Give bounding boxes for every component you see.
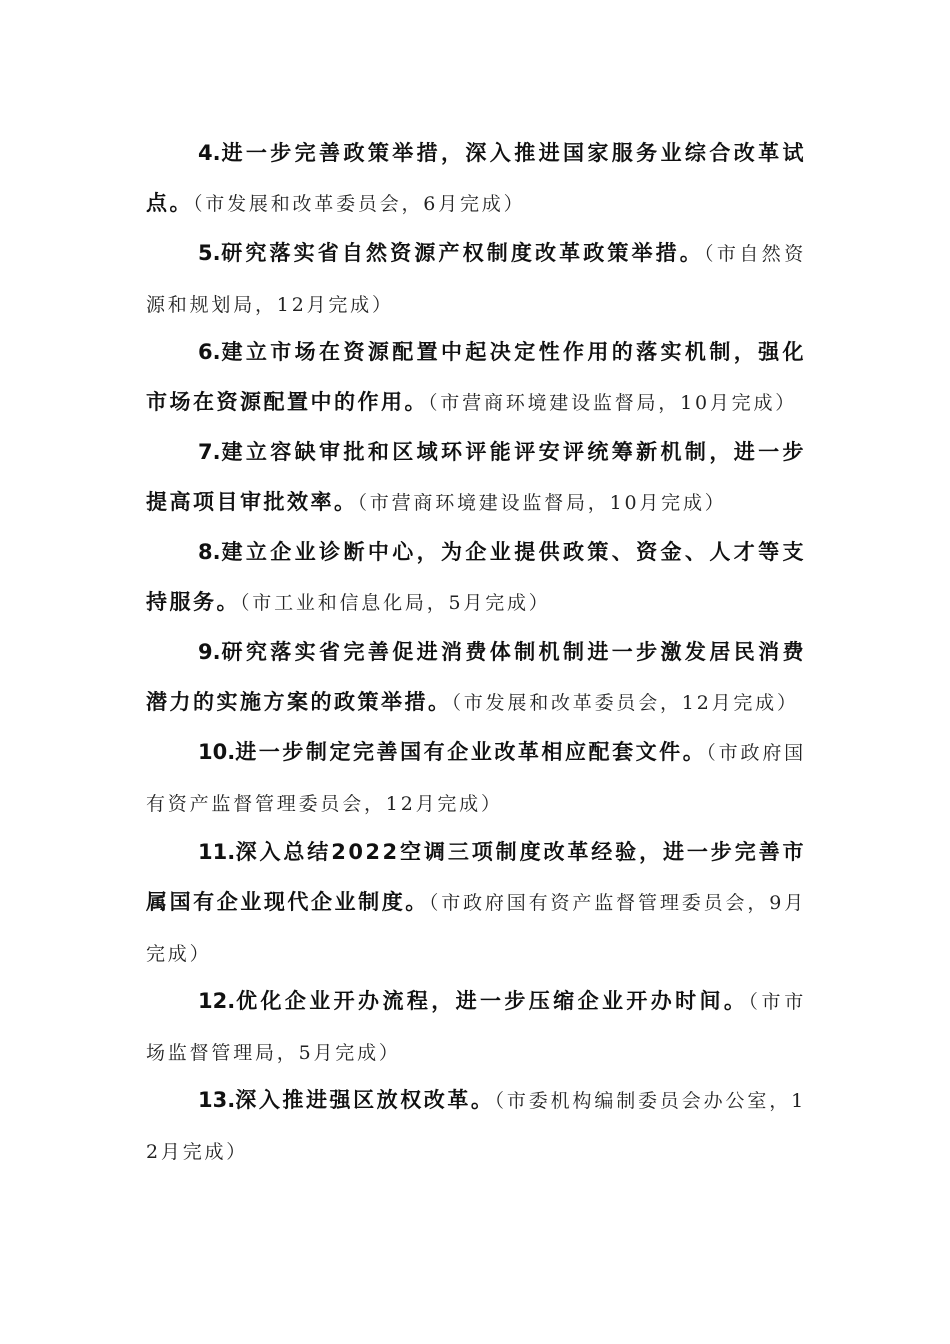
- item-responsible: （市工业和信息化局，5月完成）: [240, 592, 551, 614]
- item-responsible: （市发展和改革委员会，12月完成）: [451, 692, 799, 714]
- list-item: [146, 128, 806, 229]
- item-task: 进一步完善政策举措，深入推进国家服务业综合改革试点。: [146, 141, 806, 215]
- list-item: [146, 976, 806, 1078]
- item-responsible: （市发展和改革委员会，6月完成）: [193, 193, 526, 215]
- list-item: [146, 627, 806, 728]
- item-responsible: （市营商环境建设监督局，10月完成）: [357, 492, 727, 514]
- item-task: 建立企业诊断中心，为企业提供政策、资金、人才等支持服务。: [146, 540, 806, 614]
- item-responsible: （市市场监督管理局，5月完成）: [146, 991, 806, 1064]
- item-task: 深入推进强区放权改革。: [235, 1088, 495, 1112]
- list-item: [146, 727, 806, 829]
- list-item: [146, 327, 806, 428]
- item-number: 6.: [198, 340, 221, 364]
- item-number: 13.: [198, 1088, 236, 1112]
- item-number: 5.: [198, 241, 221, 265]
- item-responsible: （市营商环境建设监督局，10月完成）: [428, 392, 798, 414]
- item-responsible: （市政府国有资产监督管理委员会，12月完成）: [146, 742, 806, 815]
- list-item: [146, 228, 806, 330]
- item-number: 11.: [198, 840, 236, 864]
- item-number: 9.: [198, 640, 221, 664]
- item-number: 7.: [198, 440, 221, 464]
- list-item: [146, 827, 806, 979]
- item-number: 12.: [198, 989, 236, 1013]
- item-task: 研究落实省自然资源产权制度改革政策举措。: [220, 241, 704, 265]
- list-item: [146, 527, 806, 628]
- item-number: 10.: [198, 740, 236, 764]
- item-responsible: （市委机构编制委员会办公室，12月完成）: [146, 1090, 807, 1163]
- item-task: 进一步制定完善国有企业改革相应配套文件。: [235, 740, 707, 764]
- item-task: 建立容缺审批和区域环评能评安评统筹新机制，进一步提高项目审批效率。: [146, 440, 806, 514]
- item-task: 研究落实省完善促进消费体制机制进一步激发居民消费潜力的实施方案的政策举措。: [146, 640, 806, 714]
- item-task: 优化企业开办流程，进一步压缩企业开办时间。: [235, 989, 749, 1013]
- item-task: 深入总结2022空调三项制度改革经验，进一步完善市属国有企业现代企业制度。: [146, 840, 806, 914]
- item-number: 4.: [198, 141, 221, 165]
- item-number: 8.: [198, 540, 221, 564]
- list-item: [146, 1075, 806, 1177]
- item-responsible: （市自然资源和规划局，12月完成）: [146, 243, 806, 316]
- item-task: 建立市场在资源配置中起决定性作用的落实机制，强化市场在资源配置中的作用。: [146, 340, 806, 414]
- list-item: [146, 427, 806, 528]
- item-responsible: （市政府国有资产监督管理委员会，9月完成）: [146, 892, 806, 965]
